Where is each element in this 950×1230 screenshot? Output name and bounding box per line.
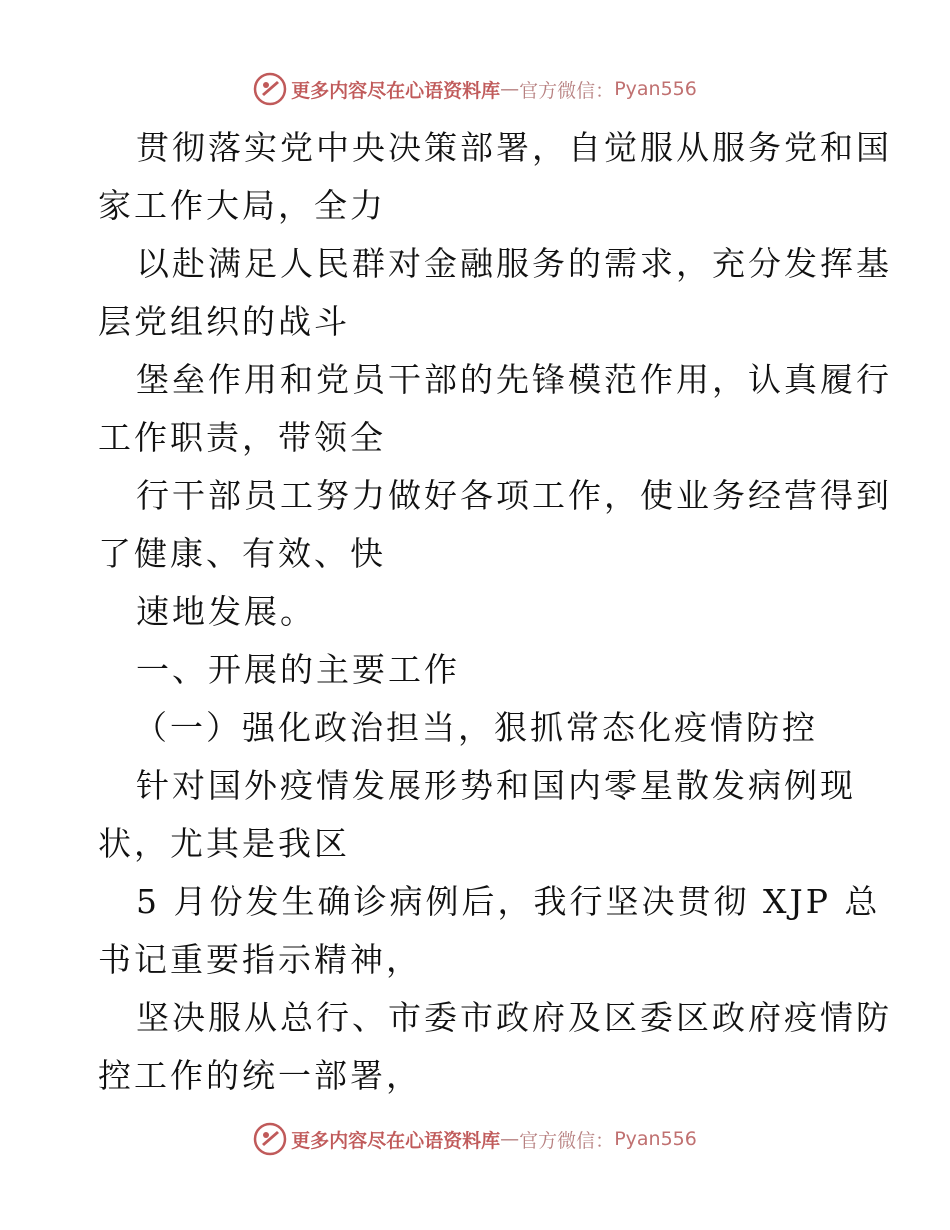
paragraph-line: 速地发展。 [136,592,316,631]
watermark-header [0,72,950,106]
paragraph-line: 5 月份发生确诊病例后，我行坚决贯彻 XJP 总 [136,882,881,921]
paragraph-line-cont: 层党组织的战斗 [98,302,350,341]
watermark-wechat-id: Pyan556 [614,1128,697,1150]
paragraph-line-cont: 家工作大局，全力 [98,186,386,225]
seal-logo-icon [253,72,287,106]
paragraph-line-cont: 书记重要指示精神， [98,940,422,979]
watermark-wechat-label: 官方微信： [519,79,615,102]
seal-logo-icon [253,1122,287,1156]
paragraph-line: 坚决服从总行、市委市政府及区委区政府疫情防 [136,998,892,1037]
paragraph-line: 针对国外疫情发展形势和国内零星散发病例现 [136,766,856,805]
watermark-footer [0,1122,950,1156]
paragraph-line: 堡垒作用和党员干部的先锋模范作用，认真履行 [136,360,892,399]
paragraph-line-cont: 工作职责，带领全 [98,418,386,457]
watermark-wechat-id: Pyan556 [614,78,697,100]
paragraph-line-cont: 了健康、有效、快 [98,534,386,573]
paragraph-line-cont: 状，尤其是我区 [98,824,350,863]
document-body [98,126,892,1112]
paragraph-line: 贯彻落实党中央决策部署，自觉服从服务党和国 [136,128,892,167]
subsection-heading: （一）强化政治担当，狠抓常态化疫情防控 [134,708,818,747]
watermark-separator: — [500,1128,520,1150]
paragraph-line: 以赴满足人民群对金融服务的需求，充分发挥基 [136,244,892,283]
section-heading: 一、开展的主要工作 [136,650,460,689]
watermark-site: 更多内容尽在心语资料库 [291,1129,501,1152]
paragraph-line: 行干部员工努力做好各项工作，使业务经营得到 [136,476,892,515]
watermark-wechat-label: 官方微信： [519,1129,615,1152]
watermark-site: 更多内容尽在心语资料库 [291,79,501,102]
watermark-separator: — [500,78,520,100]
paragraph-line-cont: 控工作的统一部署， [98,1056,422,1095]
